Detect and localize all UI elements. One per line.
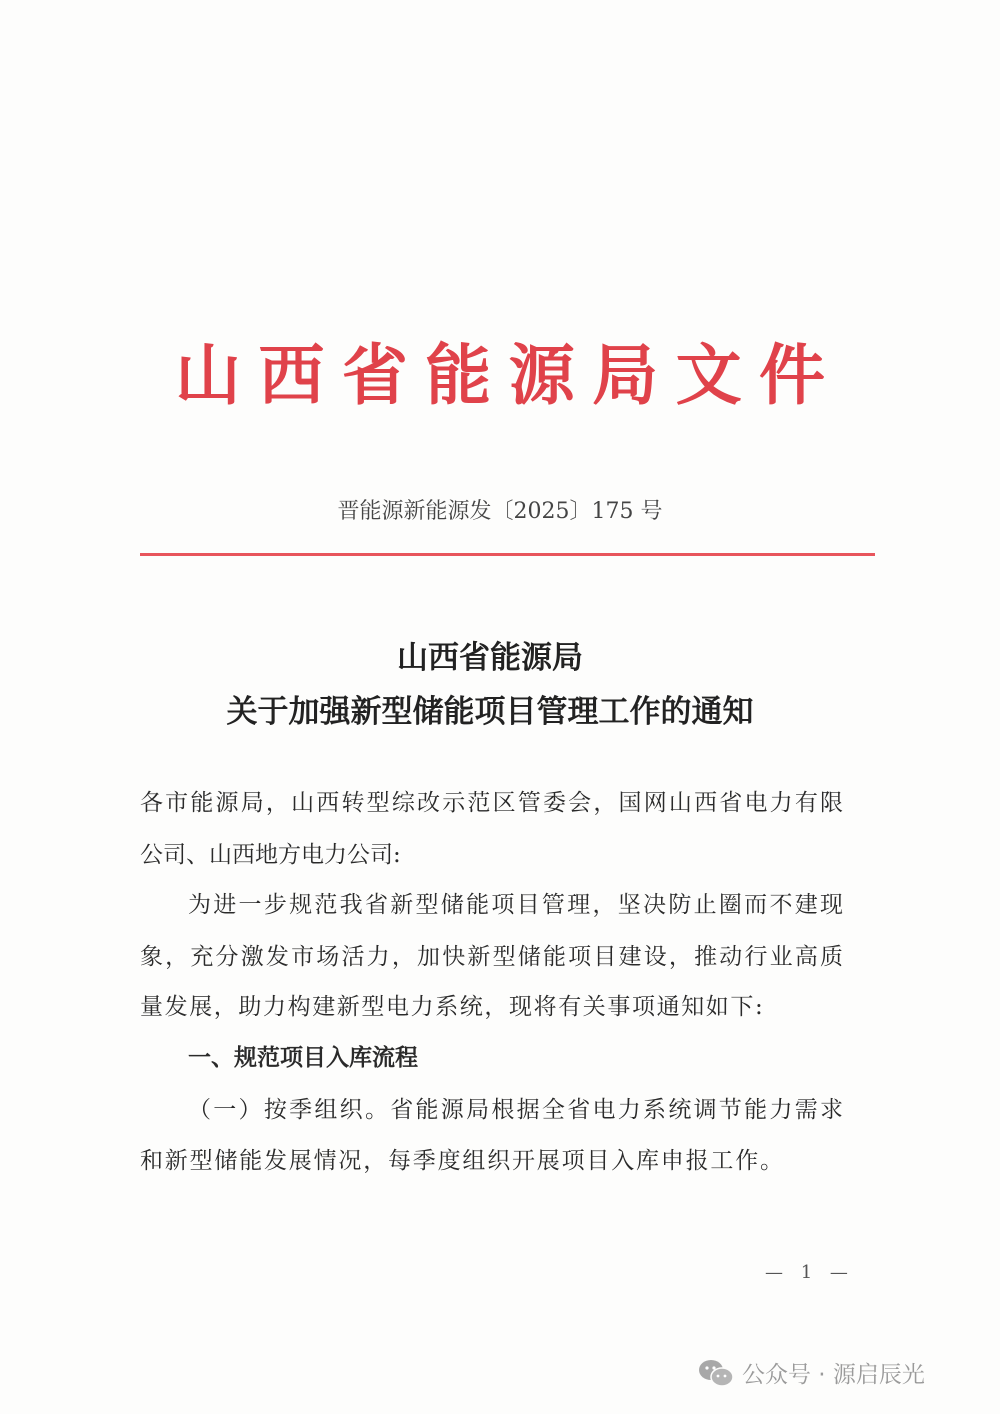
body-line: 公司、山西地方电力公司: [140,842,401,868]
body-line: 象，充分激发市场活力，加快新型储能项目建设，推动行业高质 [140,944,843,970]
notice-title-subject: 关于加强新型储能项目管理工作的通知 [226,694,754,730]
red-divider [140,553,875,556]
notice-title-issuer: 山西省能源局 [397,640,583,676]
watermark-text: 公众号 · 源启辰光 [742,1362,925,1388]
body-line: 为进一步规范我省新型储能项目管理，坚决防止圈而不建现 [188,892,843,918]
body-line: 和新型储能发展情况，每季度组织开展项目入库申报工作。 [140,1148,785,1174]
body-line: 量发展，助力构建新型电力系统，现将有关事项通知如下: [140,994,765,1020]
section-heading: 一、规范项目入库流程 [188,1045,418,1071]
page-number: — 1 — [765,1262,854,1283]
document-number: 晋能源新能源发〔2025〕175 号 [337,499,663,524]
body-line: （一）按季组织。省能源局根据全省电力系统调节能力需求 [188,1097,843,1123]
document-header-title: 山西省能源局文件 [175,336,825,414]
wechat-icon [698,1358,734,1388]
body-line: 各市能源局，山西转型综改示范区管委会，国网山西省电力有限 [140,790,843,816]
watermark [698,1356,925,1389]
